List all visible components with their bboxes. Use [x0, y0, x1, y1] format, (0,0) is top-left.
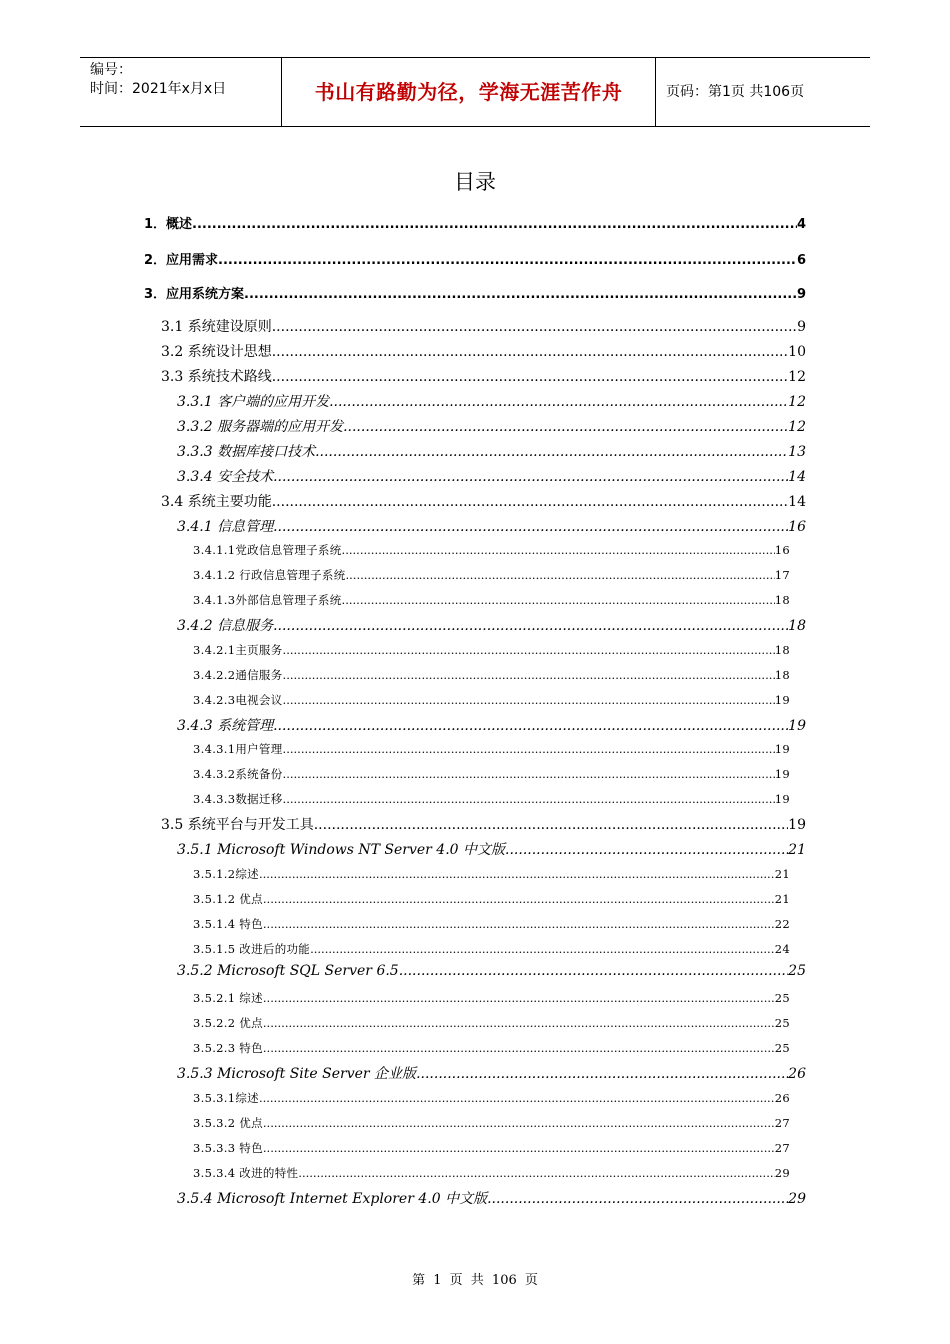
toc-entry-page: 10 — [788, 344, 806, 361]
toc-entry-page: 14 — [788, 469, 806, 486]
toc-entry[interactable] — [193, 891, 790, 907]
toc-entry-label: 3.3.2 服务器端的应用开发 — [177, 419, 344, 436]
toc-entry-label: 3.5.2.3 特色 — [193, 1041, 263, 1056]
toc-entry-label: 1．概述 — [144, 216, 193, 232]
toc-leader-dots — [329, 394, 788, 410]
toc-entry[interactable] — [161, 814, 806, 834]
toc-entry[interactable] — [144, 249, 806, 268]
toc-entry-page: 18 — [788, 618, 806, 635]
toc-leader-dots — [244, 287, 797, 302]
toc-leader-dots — [310, 942, 775, 956]
toc-entry[interactable] — [177, 715, 806, 735]
toc-leader-dots — [343, 419, 788, 435]
toc-entry-page: 25 — [788, 963, 806, 980]
toc-entry[interactable] — [193, 567, 790, 583]
toc-entry-page: 19 — [788, 817, 806, 834]
toc-entry-label: 3.4.1.2 行政信息管理子系统 — [193, 568, 346, 583]
toc-leader-dots — [487, 1191, 788, 1207]
toc-leader-dots — [283, 693, 775, 707]
toc-leader-dots — [283, 668, 775, 682]
toc-entry-label: 3.2 系统设计思想 — [161, 344, 272, 361]
toc-leader-dots — [298, 1166, 774, 1180]
toc-entry-page: 29 — [788, 1191, 806, 1208]
toc-entry[interactable] — [177, 391, 806, 411]
toc-leader-dots — [263, 1141, 775, 1155]
toc-entry[interactable] — [193, 916, 790, 932]
toc-entry[interactable] — [193, 791, 790, 807]
toc-entry-page: 25 — [774, 991, 790, 1006]
toc-leader-dots — [259, 1091, 775, 1105]
toc-entry[interactable] — [193, 866, 790, 882]
toc-entry-page: 6 — [796, 252, 806, 268]
toc-leader-dots — [273, 618, 788, 634]
toc-leader-dots — [399, 963, 788, 979]
toc-entry-page: 18 — [774, 643, 790, 658]
header-page-info: 页码：第1页 共106页 — [666, 84, 805, 100]
toc-entry-page: 9 — [796, 286, 806, 302]
toc-entry[interactable] — [193, 667, 790, 683]
toc-entry-label: 3.5.2.1 综述 — [193, 991, 263, 1006]
toc-entry-page: 25 — [774, 1016, 790, 1031]
toc-entry-page: 17 — [774, 568, 790, 583]
toc-entry-page: 16 — [788, 519, 806, 536]
toc-leader-dots — [259, 867, 775, 881]
header-page-cell — [656, 58, 870, 126]
toc-leader-dots — [263, 892, 775, 906]
toc-leader-dots — [272, 494, 788, 510]
toc-entry-page: 21 — [774, 892, 790, 907]
toc-entry-label: 3.4.2.2通信服务 — [193, 668, 283, 683]
toc-entry-page: 27 — [774, 1141, 790, 1156]
toc-leader-dots — [272, 369, 788, 385]
toc-entry[interactable] — [193, 741, 790, 757]
toc-entry-page: 12 — [788, 419, 806, 436]
toc-entry-label: 3.4.2.3电视会议 — [193, 693, 283, 708]
toc-entry[interactable] — [193, 1015, 790, 1031]
toc-entry-page: 19 — [774, 767, 790, 782]
toc-entry-label: 3.5.1 Microsoft Windows NT Server 4.0 中文版 — [177, 842, 506, 859]
toc-entry-label: 3.3.3 数据库接口技术 — [177, 444, 316, 461]
toc-title: 目录 — [454, 170, 496, 194]
toc-entry-page: 9 — [797, 319, 806, 336]
toc-entry-page: 13 — [788, 444, 806, 461]
toc-entry-page: 21 — [788, 842, 806, 859]
toc-entry-label: 3.4.1 信息管理 — [177, 519, 274, 536]
toc-leader-dots — [342, 543, 775, 557]
toc-leader-dots — [273, 718, 788, 734]
toc-leader-dots — [283, 742, 775, 756]
toc-leader-dots — [263, 1116, 775, 1130]
toc-entry-label: 3．应用系统方案 — [144, 286, 245, 302]
toc-entry-label: 3.4.3.3数据迁移 — [193, 792, 283, 807]
toc-entry[interactable] — [177, 1188, 806, 1208]
toc-entry[interactable] — [193, 941, 790, 957]
toc-entry-label: 3.4.2 信息服务 — [177, 618, 274, 635]
toc-entry-page: 19 — [774, 792, 790, 807]
toc-entry-label: 3.4.3.1用户管理 — [193, 742, 283, 757]
toc-entry-label: 3.5.3.3 特色 — [193, 1141, 263, 1156]
toc-entry-label: 3.4.2.1主页服务 — [193, 643, 283, 658]
toc-leader-dots — [416, 1066, 788, 1082]
toc-leader-dots — [346, 568, 775, 582]
toc-entry-label: 3.3.1 客户端的应用开发 — [177, 394, 330, 411]
toc-entry-label: 3.5.1.2 优点 — [193, 892, 263, 907]
toc-entry-page: 26 — [774, 1091, 790, 1106]
toc-entry[interactable] — [177, 1063, 806, 1083]
toc-entry[interactable] — [193, 1140, 790, 1156]
toc-entry-page: 12 — [788, 394, 806, 411]
toc-entry-label: 3.4.1.3外部信息管理子系统 — [193, 593, 342, 608]
header-motto-cell — [281, 58, 656, 126]
toc-entry-page: 12 — [788, 369, 806, 386]
toc-entry[interactable] — [161, 366, 806, 386]
toc-leader-dots — [263, 1041, 775, 1055]
date-label: 时间：2021年x月x日 — [90, 81, 227, 97]
toc-leader-dots — [314, 817, 788, 833]
toc-entry-label: 3.4 系统主要功能 — [161, 494, 272, 511]
toc-entry-label: 3.5.2.2 优点 — [193, 1016, 263, 1031]
toc-leader-dots — [505, 842, 788, 858]
toc-leader-dots — [283, 792, 775, 806]
toc-entry-label: 3.5.3 Microsoft Site Server 企业版 — [177, 1066, 417, 1083]
motto: 书山有路勤为径，学海无涯苦作舟 — [314, 80, 623, 104]
toc-entry-page: 4 — [796, 216, 806, 232]
toc-entry-page: 16 — [774, 543, 790, 558]
toc-leader-dots — [263, 917, 775, 931]
toc-entry-label: 3.5.2 Microsoft SQL Server 6.5 — [177, 963, 399, 980]
toc-entry-page: 22 — [774, 917, 790, 932]
toc-entry-label: 3.1 系统建设原则 — [161, 319, 272, 336]
toc-entry-page: 19 — [774, 693, 790, 708]
toc-entry[interactable] — [193, 990, 790, 1006]
toc-entry-label: 3.4.3.2系统备份 — [193, 767, 283, 782]
toc-entry-label: 3.5.3.1综述 — [193, 1091, 259, 1106]
toc-leader-dots — [283, 767, 775, 781]
toc-leader-dots — [283, 643, 775, 657]
toc-entry[interactable] — [177, 466, 806, 486]
toc-entry[interactable] — [161, 316, 806, 336]
toc-entry[interactable] — [161, 491, 806, 511]
toc-entry[interactable] — [144, 283, 806, 302]
toc-entry-label: 3.5.1.2综述 — [193, 867, 259, 882]
toc-entry-label: 3.4.1.1党政信息管理子系统 — [193, 543, 342, 558]
toc-entry-page: 27 — [774, 1116, 790, 1131]
toc-entry-page: 26 — [788, 1066, 806, 1083]
toc-entry-label: 3.5.1.5 改进后的功能 — [193, 942, 311, 957]
toc-entry-page: 29 — [774, 1166, 790, 1181]
toc-entry[interactable] — [177, 839, 806, 859]
toc-entry[interactable] — [177, 963, 806, 979]
toc-entry-label: 3.5.3.2 优点 — [193, 1116, 263, 1131]
toc-entry-label: 3.5.1.4 特色 — [193, 917, 263, 932]
toc-entry-label: 2．应用需求 — [144, 252, 219, 268]
toc-entry-page: 18 — [774, 668, 790, 683]
serial-number-label: 编号： — [90, 62, 132, 78]
toc-leader-dots — [273, 469, 788, 485]
header-meta-cell — [80, 58, 280, 126]
toc-leader-dots — [315, 444, 788, 460]
toc-entry[interactable] — [193, 1165, 790, 1181]
toc-entry[interactable] — [193, 642, 790, 658]
toc-entry-page: 19 — [788, 718, 806, 735]
toc-entry-page: 19 — [774, 742, 790, 757]
toc-entry-label: 3.4.3 系统管理 — [177, 718, 274, 735]
toc-entry-label: 3.3 系统技术路线 — [161, 369, 272, 386]
toc-entry[interactable] — [193, 542, 790, 558]
toc-leader-dots — [342, 593, 775, 607]
toc-entry[interactable] — [193, 1040, 790, 1056]
toc-entry[interactable] — [177, 441, 806, 461]
toc-entry-page: 25 — [774, 1041, 790, 1056]
toc-entry-page: 18 — [774, 593, 790, 608]
toc-entry-label: 3.3.4 安全技术 — [177, 469, 274, 486]
toc-leader-dots — [273, 519, 788, 535]
toc-entry[interactable] — [193, 766, 790, 782]
toc-leader-dots — [272, 319, 797, 335]
toc-leader-dots — [192, 217, 797, 232]
toc-entry[interactable] — [193, 692, 790, 708]
toc-entry-label: 3.5.4 Microsoft Internet Explorer 4.0 中文版 — [177, 1191, 488, 1208]
toc-entry[interactable] — [193, 592, 790, 608]
toc-entry[interactable] — [177, 516, 806, 536]
page-header — [80, 57, 870, 127]
toc-leader-dots — [263, 991, 775, 1005]
toc-leader-dots — [263, 1016, 775, 1030]
toc-entry[interactable] — [193, 1090, 790, 1106]
toc-leader-dots — [272, 344, 788, 360]
page-footer: 第 1 页 共 106 页 — [412, 1273, 538, 1288]
toc-entry[interactable] — [161, 341, 806, 361]
toc-entry-label: 3.5 系统平台与开发工具 — [161, 817, 314, 834]
toc-leader-dots — [218, 253, 797, 268]
toc-entry-page: 24 — [774, 942, 790, 957]
toc-entry[interactable] — [144, 213, 806, 232]
toc-entry[interactable] — [193, 1115, 790, 1131]
toc-entry[interactable] — [177, 416, 806, 436]
toc-entry-label: 3.5.3.4 改进的特性 — [193, 1166, 299, 1181]
toc-entry-page: 21 — [774, 867, 790, 882]
toc-entry-page: 14 — [788, 494, 806, 511]
toc-entry[interactable] — [177, 615, 806, 635]
